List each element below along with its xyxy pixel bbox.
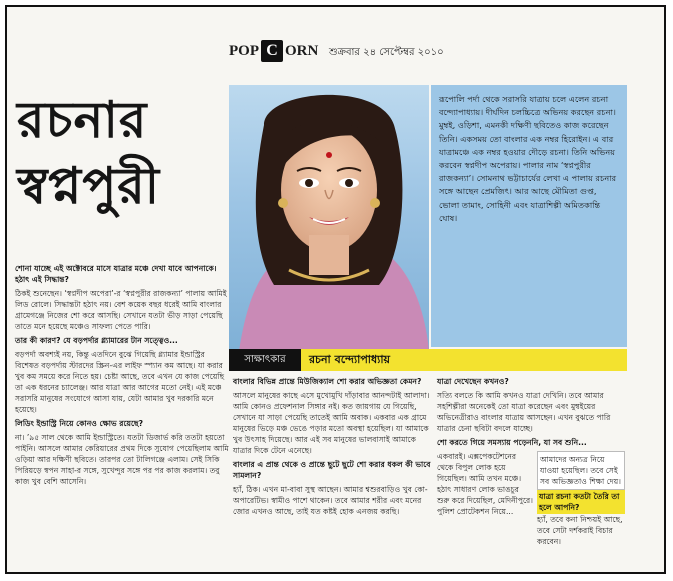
answer-right-box: আমাদের অন্যত্র নিয়ে যাওয়া হয়েছিল। তবে সেই সব অভিজ্ঞতাও শিক্ষা দেয়। xyxy=(537,451,625,490)
answer: আসলে মানুষের কাছে এসে মুখোমুখি দাঁড়াবার আনন্দটাই আলাদা। আমি কোনও প্রফেশনাল সিঙ্গার নই। কত জায়গায় যে গিয়েছি, সেখানে যা সাড়া পেয়েছি তাতেই আমি অবাক। একবার এক গ্রামে মানুষের ভিড়ে মঞ্চ ভেঙে পড়ার মতো অবস্থা হয়েছিল। যা আমাকে খুব উৎসাহ দিয়েছে। আর এই সব মানুষের ভালবাসাই আমাকে যাত্রার দিকে টেনে এনেছে। xyxy=(233,391,430,455)
headline xyxy=(17,87,232,247)
left-column xyxy=(15,263,230,490)
interviewee-name: রচনা বন্দ্যোপাধ্যায় xyxy=(301,349,627,371)
right-column xyxy=(437,376,627,547)
question: লিডিং ইন্ডাস্ট্রি নিয়ে কোনও ক্ষোভ রয়েছে? xyxy=(15,419,144,428)
headline-line-2: স্বপ্নপুরী xyxy=(17,156,161,215)
logo-text-left: POP xyxy=(229,42,259,59)
logo-text-right: ORN xyxy=(285,42,319,59)
middle-column xyxy=(233,376,431,520)
question: বাংলার এ প্রান্ত থেকে ও প্রান্তে ছুটে ছুটে শো করার ধকল কী ভাবে সামলান? xyxy=(233,460,431,480)
question: শোনা যাচ্ছে এই অক্টোবরে মাসে যাত্রার মঞ্চে দেখা যাবে আপনাকে। হঠাৎ এই সিদ্ধান্ত? xyxy=(15,264,217,284)
popcorn-logo-icon: C xyxy=(261,40,283,62)
popcorn-logo xyxy=(229,39,318,63)
answer: বড়পর্দা অবশ্যই নয়, কিন্তু এতদিনে বুঝে গিয়েছি গ্ল্যামার ইন্ডাস্ট্রির বিশেষত বড়পর্দায় স্টারদের স্ক্রিন-এর লাইফ স্প্যান কম আছে। যা করার খুব কম সময়ে করে নিতে হয়। চেষ্টা আছে, তবে এখন যে কাজ পেয়েছি তা এক ধরনের চ্যালেঞ্জ। আর যাত্রা আর আগের মতো নেই। এই মঞ্চে সরাসরি মানুষের সংযোগে আসা যায়, যেটা আমার খুব দরকারি মনে হয়েছে। xyxy=(15,350,225,414)
question: যাত্রা দেখেছেন কখনও? xyxy=(437,377,509,386)
interview-tag: সাক্ষাৎকার xyxy=(229,349,301,371)
answer: হ্যাঁ, তবে কনা নিশ্চয়ই আছে, তবে সেটা দর্শকরাই বিচার করবেন। xyxy=(537,515,623,546)
dateline: শুক্রবার ২৪ সেপ্টেম্বর ২০১০ xyxy=(329,47,444,58)
intro-box: রূপোলি পর্দা থেকে সরাসরি যাত্রায় চলে এলেন রচনা বন্দ্যোপাধ্যায়। দীর্ঘদিন চলচ্চিত্রে অভিনয় করছেন রচনা। মুম্বই, ওড়িশা, এমনকী দক্ষিণী ছবিতেও কাজ করেছেন তিনি। একসময় তো বাংলার এক নম্বর হিরোইন। এ বার যাত্রামঞ্চে এক নম্বর হওয়ার দৌড়ে রচনা। তিনি অভিনয় করবেন স্বপ্নদীপ অপেরায়। পালার নাম ‘স্বপ্নপুরীর রাজকন্যা’। সোমনাথ ভট্টাচার্যের লেখা এ পালায় রচনার সঙ্গে আছেন প্রেমজিৎ। আর আছে মৌমিতা গুপ্ত, ভোলা তামাং, সোহিনী এবং যাত্রাশিল্পী অমিতকান্তি ঘোষ। xyxy=(431,85,627,347)
caption-bar xyxy=(229,349,627,371)
answer: সত্যি বলতে কি আমি কখনও যাত্রা দেখিনি। তবে আমার সহশিল্পীরা অনেকেই তো যাত্রা করেছেন এবং মুম্বইয়ের অভিনেত্রীরাও বাংলার যাত্রায় আসছেন। এখন বুঝতে পারি যাত্রার চেনা ছবিটা বদলে যাচ্ছে। xyxy=(437,391,611,433)
answer: ঠিকই শুনেছেন। ‘স্বপ্নদীপ অপেরা’-র ‘স্বপ্নপুরীর রাজকন্যা’ পালায় আমিই লিড রোলে। সিদ্ধান্তটা হঠাৎ নয়। বেশ কয়েক বছর ধরেই আমি বাংলার গ্রামেগঞ্জে নিজের শো করে আসছি। সেখানে যতটা ভীড় সাড়া পেয়েছি তাতে মনে হয়েছে মঞ্চেও সাফল্য পেতে পারি। xyxy=(15,289,227,331)
question: তার কী কারণ? যে বড়পর্দার গ্ল্যামারের টান সত্ত্বেও... xyxy=(15,336,178,345)
question: শো করতে গিয়ে সমস্যায় পড়েননি, যা সব শুনি... xyxy=(437,438,587,447)
answer-left: একবারই। এক্সপেকটেশনের থেকে বিপুল লোক হয়ে গিয়েছিল। আমি তখন মঞ্চে। হঠাৎ সাধারণ লোক ভাঙচুর শুরু করে দিয়েছিল, মেদিনীপুরে। পুলিশ প্রোটেকশন নিয়ে... xyxy=(437,452,533,516)
answer-split xyxy=(437,451,627,547)
headline-line-1: রচনার xyxy=(17,90,148,149)
actress-portrait-photo xyxy=(229,85,429,351)
question: বাংলার বিভিন্ন প্রান্তে মিউজিক্যাল শো করার অভিজ্ঞতা কেমন? xyxy=(233,377,422,386)
answer: হ্যাঁ, ঠিক। এখন মা-বাবা সুস্থ আছেন। আমার শ্বশুরবাড়িও খুব কো-অপারেটিভ। স্বামীও পাশে থাকেন। তবে আমার শরীর এবং মনের জোর এখনও আছে, তাই যত কষ্টই হোক এনজয় করছি। xyxy=(233,485,428,516)
answer: না। ’৯৫ সাল থেকে আমি ইন্ডাস্ট্রিতে। যতটা ডিজার্ভ করি ততটা হয়তো পাইনি। আসলে আমার কেরিয়ারের প্রথম দিকে সুযোগ পেয়েছিলাম আমি ওড়িয়া আর দক্ষিণী ছবিতে। তারপর তো টালিগঞ্জে এলাম। সেই সিকি পিরিয়ড়ে স্বপন সাহা-র সঙ্গে, সুখেন্দুর সঙ্গে পর পর কাজ করলাম। তবু কাজ খুব বেশি আসেনি। xyxy=(15,433,229,486)
newspaper-page xyxy=(5,5,666,574)
answer-right xyxy=(537,451,625,547)
portrait-illustration xyxy=(229,85,429,351)
masthead xyxy=(7,37,666,67)
question-highlight: যাত্রা রচনা কতটা তৈরি তা হলে আপনি? xyxy=(537,490,625,514)
